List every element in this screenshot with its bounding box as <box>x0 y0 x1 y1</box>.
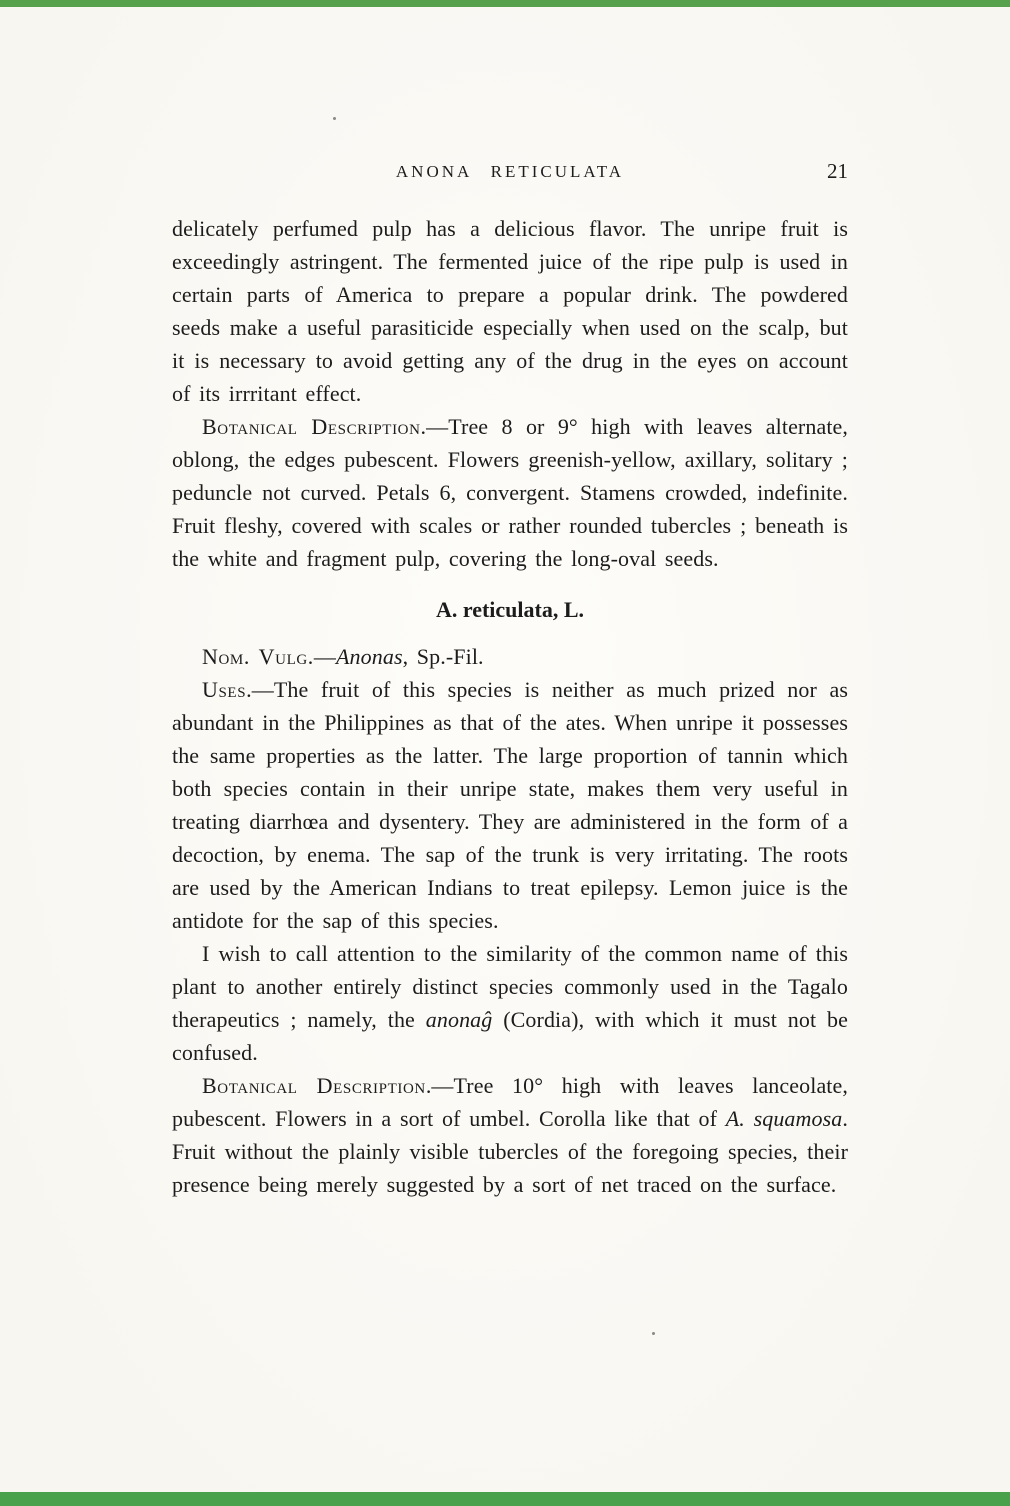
paragraph-uses <box>172 673 848 937</box>
body-text: , Sp.-Fil. <box>402 644 484 669</box>
scan-speck <box>652 1332 655 1335</box>
species-heading: A. reticulata, L. <box>435 597 585 622</box>
scan-edge-bottom <box>0 1492 1010 1506</box>
scan-speck <box>333 117 336 120</box>
paragraph-nom-vulg <box>172 640 848 673</box>
body-text: — <box>313 644 336 669</box>
italic-species-name: A. squamosa <box>725 1106 843 1131</box>
page-content <box>172 159 849 1201</box>
body-text: (Cordia), with which it must not be confused. <box>172 1007 848 1065</box>
page-header <box>172 159 848 188</box>
paragraph-botanical-description-1 <box>172 410 848 575</box>
body-text: .—The fruit of this species is neither as much prized nor as abundant in the Philippines as that of the ates. When unripe it possesses the same properties as the latter. The large proportion of tannin which both species contain in their unripe state, makes them very useful in treating diarrhœa and dysentery. They are administered in the form of a decoction, by enema. The sap of the trunk is very irritating. The roots are used by the American Indians to treat epilepsy. Lemon juice is the antidote for the sap of this species. <box>172 677 848 933</box>
running-title: ANONA RETICULATA <box>395 162 625 181</box>
body-text: . Fruit without the plainly visible tubercles of the foregoing species, their presence being merely suggested by a sort of net traced on the surface. <box>172 1106 848 1197</box>
small-caps-lead: Botanical Description <box>202 414 421 439</box>
italic-vernacular-name: anonaĝ <box>425 1007 493 1032</box>
paragraph-continuation <box>172 212 848 410</box>
body-text: delicately perfumed pulp has a delicious flavor. The unripe fruit is exceedingly astringent. The fermented juice of the ripe pulp is used in certain parts of America to prepare a popular drink. The powdered seeds make a useful parasiticide especially when used on the scalp, but it is necessary to avoid getting any of the drug in the eyes on account of its irrritant effect. <box>172 216 848 406</box>
paragraph-note <box>172 937 848 1069</box>
scan-edge-top <box>0 0 1010 7</box>
paragraph-botanical-description-2 <box>172 1069 848 1201</box>
page-number: 21 <box>827 159 848 183</box>
body-text: .—Tree 8 or 9° high with leaves alternate, oblong, the edges pubescent. Flowers greenish-yellow, axillary, solitary ; peduncle not curved. Petals 6, convergent. Stamens crowded, indefinite. Fruit fleshy, covered with scales or rather rounded tubercles ; beneath is the white and fragment pulp, covering the long-oval seeds. <box>172 414 849 571</box>
italic-species-name: Anonas <box>336 644 403 669</box>
small-caps-lead: Botanical Description <box>202 1073 426 1098</box>
body-text: .—Tree 10° high with leaves lanceolate, pubescent. Flowers in a sort of umbel. Corolla like that of <box>172 1073 848 1131</box>
body-text: I wish to call attention to the similarity of the common name of this plant to another entirely distinct species commonly used in the Tagalo therapeutics ; namely, the <box>172 941 848 1032</box>
small-caps-lead: Nom. Vulg. <box>202 644 314 669</box>
small-caps-lead: Uses <box>202 677 247 702</box>
